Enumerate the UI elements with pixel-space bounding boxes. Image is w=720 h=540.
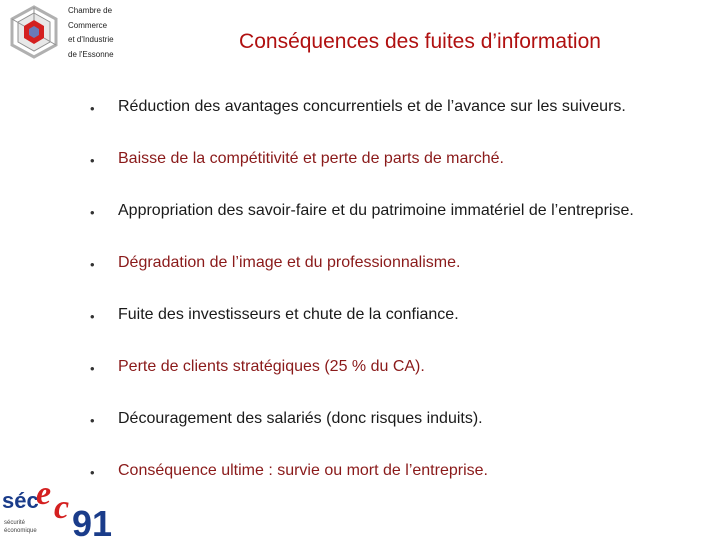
list-item: [90, 407, 710, 459]
logo-line: et d'Industrie: [68, 35, 114, 44]
bullet-icon: •: [90, 101, 95, 116]
list-item: [90, 459, 710, 511]
footer-logo-subtitle: économique: [4, 528, 37, 534]
footer-logo-subtitle: sécurité: [4, 520, 26, 526]
footer-logo-number: 91: [72, 503, 113, 540]
bullet-text: Dégradation de l’image et du professionnalisme.: [118, 254, 461, 271]
bullet-icon: •: [90, 205, 95, 220]
bullet-icon: •: [90, 361, 95, 376]
bullet-text: Appropriation des savoir-faire et du patrimoine immatériel de l’entreprise.: [118, 202, 634, 219]
list-item: [90, 303, 710, 355]
bullet-text: Réduction des avantages concurrentiels et de l’avance sur les suiveurs.: [118, 98, 626, 115]
bullet-text: Baisse de la compétitivité et perte de parts de marché.: [118, 150, 504, 167]
footer-logo-e-glyph: e: [36, 475, 52, 512]
logo-line: Commerce: [68, 20, 108, 30]
logo-line: Chambre de: [68, 6, 113, 15]
list-item: [90, 95, 710, 147]
list-item: [90, 251, 710, 303]
bullet-icon: •: [90, 257, 95, 272]
bullet-text: Perte de clients stratégiques (25 % du CA).: [118, 358, 425, 375]
cci-hexagon-icon: [6, 4, 62, 62]
bullet-text: Conséquence ultime : survie ou mort de l’entreprise.: [118, 462, 488, 479]
bullet-icon: •: [90, 309, 95, 324]
footer-logo-c-glyph: c: [54, 489, 70, 526]
logo-line: de l'Essonne: [68, 49, 114, 59]
bullet-icon: •: [90, 153, 95, 168]
bullet-text: Fuite des investisseurs et chute de la confiance.: [118, 306, 459, 323]
cci-logo-text: [68, 4, 114, 62]
bullet-icon: •: [90, 413, 95, 428]
list-item: [90, 355, 710, 407]
bullet-icon: •: [90, 465, 95, 480]
list-item: [90, 147, 710, 199]
cci-essonne-logo: [4, 0, 124, 68]
footer-logo-word: séc: [2, 488, 39, 513]
list-item: [90, 199, 710, 251]
bullet-text: Découragement des salariés (donc risques induits).: [118, 410, 483, 427]
bullet-list: [90, 95, 710, 511]
page-title: Conséquences des fuites d’information: [239, 30, 601, 53]
secu-eco-91-logo: [0, 474, 120, 540]
